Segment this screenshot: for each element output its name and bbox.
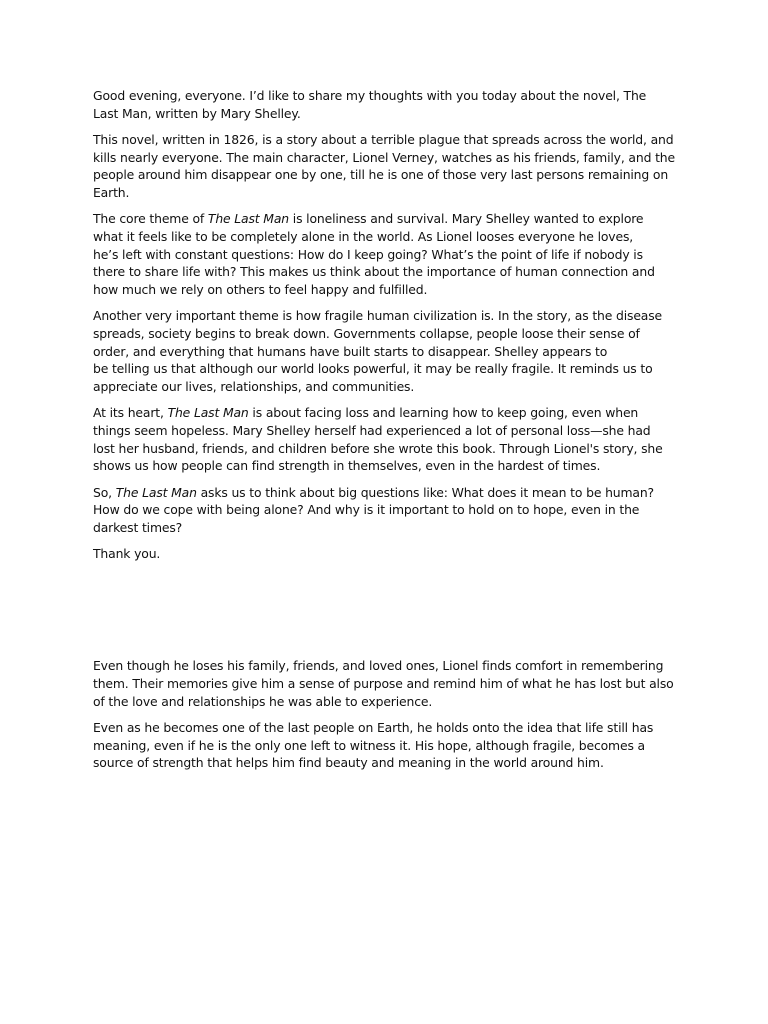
text-run: is about facing loss and learning how to keep going, even when things seem hopeless. Mary Shelley herself had experienced a lot of personal loss—she had lost her husband, friends, and children before she wrote this book. Through Lionel's story, she shows us how people can find strength in themselves, even in the hardest of times. <box>93 405 663 474</box>
paragraph-heart <box>93 404 675 475</box>
blank-space <box>93 571 675 657</box>
paragraph-hope: Even as he becomes one of the last people on Earth, he holds onto the idea that life still has meaning, even if he is the only one left to witness it. His hope, although fragile, becomes a source of strength that helps him find beauty and meaning in the world around him. <box>93 719 654 771</box>
book-title: The Last Man <box>167 405 249 421</box>
text-run: be telling us that although our world looks powerful, it may be really fragile. It reminds us to appreciate our lives, relationships, and communities. <box>93 361 653 395</box>
paragraph-memories: Even though he loses his family, friends, and loved ones, Lionel finds comfort in remembering them. Their memories give him a sense of purpose and remind him of what he has lost but also of the love and relationships he was able to experience. <box>93 658 674 709</box>
paragraph-theme-civilization <box>93 307 675 396</box>
text-run: At its heart, <box>93 405 168 421</box>
text-run: he’s left with constant questions: How do I keep going? What’s the point of life if nobody is there to share life with? This makes us think about the importance of human connection and how much we rely on others to feel happy and fulfilled. <box>93 246 655 298</box>
text-run: The core theme of <box>93 211 208 227</box>
paragraph-intro: Good evening, everyone. I’d like to share my thoughts with you today about the novel, The Last Man, written by Mary Shelley. <box>93 88 647 121</box>
book-title: The Last Man <box>207 211 289 227</box>
text-run: Another very important theme is how fragile human civilization is. In the story, as the disease spreads, society begins to break down. Governments collapse, people loose their sense of order, and everything that humans have built starts to disappear. Shelley appears to <box>93 308 663 359</box>
paragraph-theme-loneliness <box>93 210 675 299</box>
paragraph-questions <box>93 484 675 537</box>
text-run: So, <box>93 484 116 500</box>
paragraph-thanks: Thank you. <box>93 546 161 562</box>
book-title: The Last Man <box>115 484 197 500</box>
document-page <box>93 87 675 781</box>
text-run: asks us to think about big questions like: What does it mean to be human? How do we cope with being alone? And why is it important to hold on to hope, even in the darkest times? <box>93 484 654 535</box>
text-run: is loneliness and survival. Mary Shelley wanted to explore what it feels like to be completely alone in the world. As Lionel looses everyone he loves, <box>93 211 644 244</box>
paragraph-plot-summary: This novel, written in 1826, is a story about a terrible plague that spreads across the world, and kills nearly everyone. The main character, Lionel Verney, watches as his friends, family, and the people around him disappear one by one, till he is one of those very last persons remaining on Earth. <box>93 131 675 201</box>
